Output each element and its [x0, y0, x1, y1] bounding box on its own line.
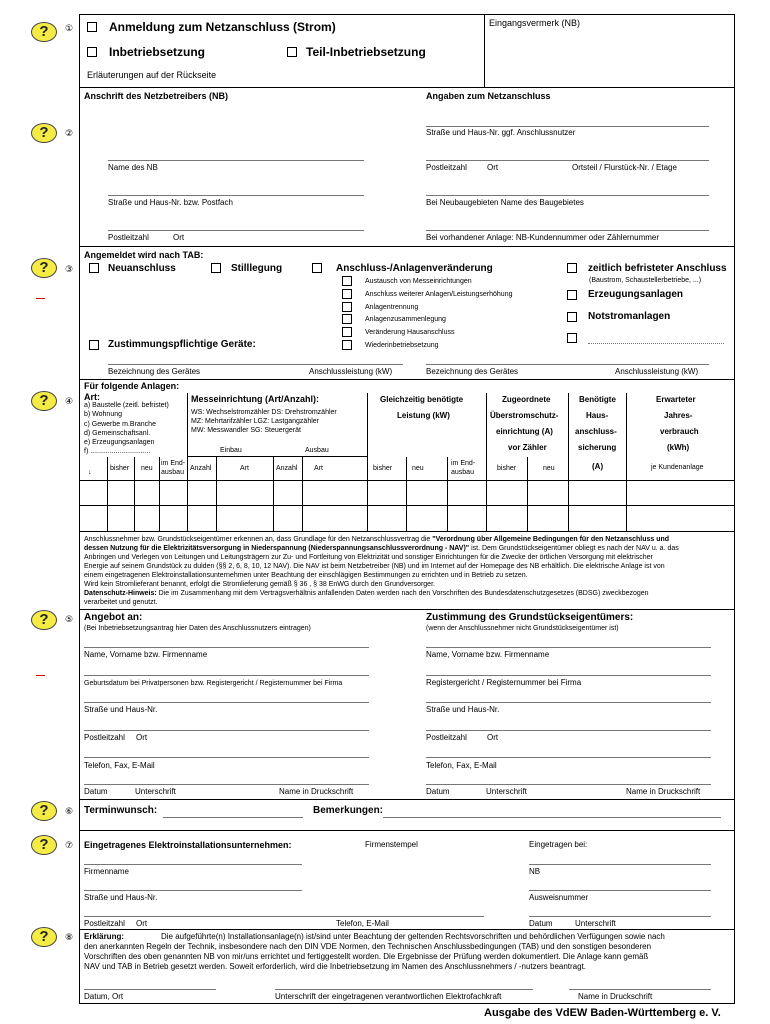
geraet-1-label: Bezeichnung des Gerätes — [108, 367, 201, 376]
sub-label-2: Anschluss weiterer Anlagen/Leistungserhöhung — [365, 291, 513, 298]
unterschrift-elektro-label: Unterschrift — [575, 919, 616, 928]
tel-right-label: Telefon, Fax, E-Mail — [426, 761, 497, 770]
sub-label-6: Wiederinbetriebsetzung — [365, 342, 439, 349]
netzbetreiber-title: Anschrift des Netzbetreibers (NB) — [84, 91, 229, 101]
veraenderung-checkbox[interactable] — [312, 263, 322, 273]
divider-7 — [79, 830, 735, 831]
teil-inbetriebsetzung-checkbox[interactable] — [287, 47, 297, 57]
line-strasse-left[interactable] — [84, 702, 369, 703]
line-ausweis[interactable] — [529, 890, 711, 891]
stilllegung-label: Stilllegung — [231, 263, 283, 274]
line-name-nb[interactable] — [108, 160, 364, 161]
zustimmung-eigentuemer-title: Zustimmung des Grundstückseigentümers: — [426, 612, 634, 623]
anlagen-title: Für folgende Anlagen: — [84, 381, 180, 391]
art-option-b: b) Wohnung — [84, 411, 123, 418]
unterschrift-left-label: Unterschrift — [135, 787, 176, 796]
arrow-down-icon: ↓ — [88, 469, 92, 476]
line-strasse-nutzer[interactable] — [426, 126, 709, 127]
help-icon-5[interactable]: ? — [31, 610, 57, 630]
ueberstrom-label-2: Überstromschutz- — [490, 411, 559, 420]
datum-ort-label: Datum, Ort — [84, 992, 124, 1001]
elektro-title: Eingetragenes Elektroinstallationsunternehmen: — [84, 840, 292, 850]
line-tel-left[interactable] — [84, 757, 369, 758]
tel-left-label: Telefon, Fax, E-Mail — [84, 761, 155, 770]
col-imend-1: im End- — [161, 460, 186, 467]
strasse-right-label: Straße und Haus-Nr. — [426, 705, 500, 714]
nb-label: NB — [529, 867, 541, 876]
help-icon-8[interactable]: ? — [31, 927, 57, 947]
jahresverbrauch-label-4: (kWh) — [667, 443, 690, 452]
line-baugebiet[interactable] — [426, 195, 709, 196]
divider-2 — [79, 246, 735, 247]
col-line — [406, 457, 407, 531]
sub-label-5: Veränderung Hausanschluss — [365, 329, 455, 336]
plz-nb-label: Postleitzahl — [108, 233, 149, 242]
neuanschluss-label: Neuanschluss — [108, 263, 176, 274]
strasse-elektro-label: Straße und Haus-Nr. — [84, 893, 158, 902]
col-ausbau-2: ausbau — [451, 469, 474, 476]
druck-right-label: Name in Druckschrift — [626, 787, 701, 796]
jahresverbrauch-label-2: Jahres- — [664, 411, 693, 420]
col-neu-2: neu — [412, 465, 424, 472]
col-line — [486, 393, 487, 531]
section-number-4: ④ — [65, 396, 74, 406]
col-anzahl-1: Anzahl — [190, 465, 212, 472]
leistung-1-label: Anschlussleistung (kW) — [309, 367, 393, 376]
ausgabe-footer: Ausgabe des VdEW Baden-Württemberg e. V. — [484, 1007, 721, 1019]
help-icon-1[interactable]: ? — [31, 22, 57, 42]
col-line — [159, 457, 160, 531]
line-datum-elektro[interactable] — [529, 916, 711, 917]
legal-line-1: Anschlussnehmer bzw. Grundstückseigentümer erkennen an, dass Grundlage für den Netzanschlussvertrag die "Verordnung über Allgemeine Bedingungen für den Netzanschluss und — [84, 536, 670, 543]
help-icon-4[interactable]: ? — [31, 391, 57, 411]
help-icon-6[interactable]: ? — [31, 801, 57, 821]
unterschrift-right-label: Unterschrift — [486, 787, 527, 796]
section-number-2: ② — [65, 128, 74, 138]
line-plz-elektro[interactable] — [84, 916, 484, 917]
leistung-2-label: Anschlussleistung (kW) — [615, 367, 699, 376]
sicherung-label-4: sicherung — [578, 443, 617, 452]
ort-label: Ort — [487, 163, 499, 172]
inbetriebsetzung-checkbox[interactable] — [87, 47, 97, 57]
erklaerung-line-4: NAV und TAB in Betrieb gesetzt werden. Soweit erforderlich, wird die Inbetriebsetzung im Namen des Anschlussnehmers / -nutzers beantragt. — [84, 962, 587, 971]
col-line — [527, 457, 528, 531]
erzeugungsanlagen-checkbox[interactable] — [567, 290, 577, 300]
notstrom-checkbox[interactable] — [567, 312, 577, 322]
eingetragen-bei-label: Eingetragen bei: — [529, 840, 588, 849]
legal-line-6: Wird kein Stromlieferant benannt, erfolgt die Stromlieferung gemäß § 36 , § 38 EnWG durch den Grundversorger. — [84, 581, 435, 588]
row-line — [79, 480, 735, 481]
line-kundennummer[interactable] — [426, 230, 709, 231]
erlaeuterungen-note: Erläuterungen auf der Rückseite — [87, 70, 217, 80]
line-plz-ort[interactable] — [426, 160, 709, 161]
erklaerung-line-3: Vorschriften des oben genannten NB von mir/uns errichtet und fertiggestellt worden. Die Ergebnisse der Prüfung werden dokumentiert. Die Anlage kann gemäß — [84, 952, 649, 961]
register-right-label: Registergericht / Registernummer bei Firma — [426, 678, 582, 687]
plz-label: Postleitzahl — [426, 163, 467, 172]
help-icon-3[interactable]: ? — [31, 258, 57, 278]
legal-line-8: verarbeitet und genutzt. — [84, 599, 158, 606]
einbau-label: Einbau — [220, 447, 242, 454]
ort-right-label: Ort — [487, 733, 499, 742]
veraenderung-label: Anschluss-/Anlagenveränderung — [336, 263, 493, 274]
druck-left-label: Name in Druckschrift — [279, 787, 354, 796]
notstrom-label: Notstromanlagen — [588, 311, 671, 322]
col-line — [367, 393, 368, 531]
angebot-title: Angebot an: — [84, 612, 143, 623]
firmenstempel-label: Firmenstempel — [365, 840, 418, 849]
line-plz-right[interactable] — [426, 730, 711, 731]
plz-elektro-label: Postleitzahl — [84, 919, 125, 928]
sub-checkbox-2[interactable] — [342, 289, 352, 299]
sub-checkbox-1[interactable] — [342, 276, 352, 286]
line-name-left[interactable] — [84, 647, 369, 648]
row-line — [79, 505, 735, 506]
sicherung-label-2: Haus- — [586, 411, 609, 420]
col-bisher-2: bisher — [373, 465, 393, 472]
kundennummer-label: Bei vorhandener Anlage: NB-Kundennummer oder Zählernummer — [426, 233, 660, 242]
row-line — [187, 456, 368, 457]
header-divider — [484, 14, 485, 87]
befristet-label: zeitlich befristeter Anschluss — [588, 263, 727, 274]
befristet-checkbox[interactable] — [567, 263, 577, 273]
fold-mark-2 — [36, 675, 45, 676]
legal-line-7: Datenschutz-Hinweis: Die im Zusammenhang mit dem Vertragsverhältnis anfallenden Daten werden nach den Vorschriften des Bundesdatenschutzgesetzes (BDSG) zweckbezogen — [84, 590, 649, 597]
col-art-2: Art — [314, 465, 323, 472]
line-nb[interactable] — [529, 864, 711, 865]
divider-4 — [79, 531, 735, 532]
art-title: Art: — [84, 392, 100, 402]
col-line — [273, 457, 274, 531]
line-datum-ort[interactable] — [84, 989, 216, 990]
datum-left-label: Datum — [84, 787, 108, 796]
line-name-right[interactable] — [426, 647, 711, 648]
line-sign-left[interactable] — [84, 784, 369, 785]
fold-mark-1 — [36, 298, 45, 299]
datum-right-label: Datum — [426, 787, 450, 796]
col-bisher-1: bisher — [110, 465, 130, 472]
legal-line-5: einem eingetragenen Elektroinstallationsunternehmen unter Beachtung der einschlägigen Bestimmungen zu errichten und in Betrieb zu setzen. — [84, 572, 528, 579]
tel-elektro-label: Telefon, E-Mail — [336, 919, 389, 928]
art-option-c: c) Gewerbe m.Branche — [84, 421, 156, 428]
sub-checkbox-6[interactable] — [342, 340, 352, 350]
section-number-5: ⑤ — [65, 614, 74, 624]
sonstige-line[interactable] — [588, 343, 724, 344]
art-option-a: a) Baustelle (zeitl. befristet) — [84, 402, 169, 409]
help-icon-2[interactable]: ? — [31, 123, 57, 143]
ort-elektro-label: Ort — [136, 919, 148, 928]
line-sign-right[interactable] — [426, 784, 711, 785]
col-anzahl-2: Anzahl — [276, 465, 298, 472]
line-strasse-postfach[interactable] — [108, 195, 364, 196]
mess-legend-3: MW: Messwandler SG: Steuergerät — [191, 427, 301, 434]
col-line — [447, 457, 448, 531]
art-option-d: d) Gemeinschaftsanl. — [84, 430, 151, 437]
name-left-label: Name, Vorname bzw. Firmenname — [84, 650, 208, 659]
firmenname-label: Firmenname — [84, 867, 129, 876]
terminwunsch-label: Terminwunsch: — [84, 805, 158, 816]
ortsteil-label: Ortsteil / Flurstück-Nr. / Etage — [572, 163, 677, 172]
sub-checkbox-4[interactable] — [342, 314, 352, 324]
legal-line-2: dessen Nutzung für die Elektrizitätsversorgung in Niederspannung (Niederspannungsanschlussverordnung - NAV)" ist. Dem Grundstückseigentümer obliegt es nach der NAV u. a. das — [84, 545, 679, 552]
line-firmenname[interactable] — [84, 864, 302, 865]
neuanschluss-checkbox[interactable] — [89, 263, 99, 273]
art-option-e: e) Erzeugungsanlagen — [84, 439, 155, 446]
sub-label-4: Anlagenzusammenlegung — [365, 316, 446, 323]
col-bisher-3: bisher — [497, 465, 517, 472]
divider-5 — [79, 609, 735, 610]
section-number-8: ⑧ — [65, 932, 74, 942]
angebot-sub: (Bei Inbetriebsetzungsantrag hier Daten des Anschlussnutzers eintragen) — [84, 625, 311, 632]
eingangsvermerk-label: Eingangsvermerk (NB) — [489, 18, 581, 28]
col-ausbau-1: ausbau — [161, 469, 184, 476]
col-line — [107, 457, 108, 531]
plz-left-label: Postleitzahl — [84, 733, 125, 742]
mess-legend-1: WS: Wechselstromzähler DS: Drehstromzähler — [191, 409, 337, 416]
line-register-right[interactable] — [426, 675, 711, 676]
bemerkungen-field[interactable] — [383, 817, 721, 818]
erzeugungsanlagen-label: Erzeugungsanlagen — [588, 289, 684, 300]
strasse-nutzer-label: Straße und Haus-Nr. ggf. Anschlussnutzer — [426, 128, 576, 137]
zustimmung-checkbox[interactable] — [89, 340, 99, 350]
line-strasse-elektro[interactable] — [84, 890, 302, 891]
ort-left-label: Ort — [136, 733, 148, 742]
divider-6 — [79, 799, 735, 800]
erklaerung-title: Erklärung: — [84, 932, 125, 941]
gleichzeitig-label: Gleichzeitig benötigte — [380, 395, 464, 404]
section-number-3: ③ — [65, 264, 74, 274]
netzanschluss-title: Angaben zum Netzanschluss — [426, 91, 551, 101]
ausweis-label: Ausweisnummer — [529, 893, 589, 902]
line-druck-fachkraft[interactable] — [569, 989, 711, 990]
divider-1 — [79, 87, 735, 88]
sub-label-1: Austausch von Messeinrichtungen — [365, 278, 472, 285]
line-geraet-1[interactable] — [108, 364, 403, 365]
sub-label-3: Anlagentrennung — [365, 304, 419, 311]
messeinrichtung-title: Messeinrichtung (Art/Anzahl): — [191, 394, 320, 404]
col-line — [302, 457, 303, 531]
bemerkungen-label: Bemerkungen: — [313, 805, 384, 816]
line-geraet-2[interactable] — [426, 364, 709, 365]
sub-checkbox-3[interactable] — [342, 302, 352, 312]
col-imend-2: im End- — [451, 460, 476, 467]
terminwunsch-field[interactable] — [163, 817, 303, 818]
leistung-kw-label: Leistung (kW) — [397, 411, 450, 420]
section-number-7: ⑦ — [65, 840, 74, 850]
sub-checkbox-5[interactable] — [342, 327, 352, 337]
form-title: Anmeldung zum Netzanschluss (Strom) — [109, 20, 336, 34]
ueberstrom-label-4: vor Zähler — [508, 443, 547, 452]
divider-8 — [79, 929, 735, 930]
help-icon-7[interactable]: ? — [31, 835, 57, 855]
legal-line-3: Anbringen und Verlegen von Leitungen und Leitungsträgern zur Zu- und Fortleitung von Elektrizität und sonstiger Einrichtungen für die Zwecke der örtlichen Versorgung mit elektrischer — [84, 554, 653, 561]
col-neu-1: neu — [141, 465, 153, 472]
legal-line-4: Energie auf seinem Grundstück zu dulden (§§ 2, 6, 8, 10, 12 NAV). Die NAV ist beim Netzbetreiber (NB) und im Internet auf der Homepage des NB erhältlich. Die elektrische Anlage ist von — [84, 563, 665, 570]
geburt-label: Geburtsdatum bei Privatpersonen bzw. Registergericht / Registernummer bei Firma — [84, 680, 343, 687]
sicherung-label-1: Benötigte — [579, 395, 616, 404]
name-nb-label: Name des NB — [108, 163, 158, 172]
sicherung-label-5: (A) — [592, 462, 604, 471]
jahresverbrauch-label-1: Erwarteter — [656, 395, 696, 404]
line-unterschrift-fachkraft[interactable] — [275, 989, 533, 990]
ueberstrom-label-3: einrichtung (A) — [496, 427, 553, 436]
tab-title: Angemeldet wird nach TAB: — [84, 250, 204, 260]
erklaerung-line-2: den anerkannten Regeln der Technik, insbesondere nach den DIN VDE Normen, den Technischen Anschlussbedingungen (TAB) und den sonstigen besonderen — [84, 942, 652, 951]
section-number-6: ⑥ — [65, 806, 74, 816]
unterschrift-fachkraft-label: Unterschrift der eingetragenen verantwortlichen Elektrofachkraft — [275, 992, 502, 1001]
je-kundenanlage-label: je Kundenanlage — [651, 464, 704, 471]
sonstige-checkbox[interactable] — [567, 333, 577, 343]
line-strasse-right[interactable] — [426, 702, 711, 703]
strasse-left-label: Straße und Haus-Nr. — [84, 705, 158, 714]
line-plz-nb[interactable] — [108, 230, 364, 231]
jahresverbrauch-label-3: verbrauch — [660, 427, 699, 436]
col-art-1: Art — [240, 465, 249, 472]
col-line — [187, 393, 188, 531]
ueberstrom-label-1: Zugeordnete — [502, 395, 551, 404]
line-tel-right[interactable] — [426, 757, 711, 758]
neubau-label: Bei Neubaugebieten Name des Baugebietes — [426, 198, 584, 207]
name-right-label: Name, Vorname bzw. Firmenname — [426, 650, 550, 659]
datum-elektro-label: Datum — [529, 919, 553, 928]
mess-legend-2: MZ: Mehrtarifzähler LGZ: Lastgangzähler — [191, 418, 319, 425]
anmeldung-checkbox[interactable] — [87, 22, 97, 32]
art-option-f: f) ............................... — [84, 448, 151, 455]
geraet-2-label: Bezeichnung des Gerätes — [426, 367, 519, 376]
col-neu-3: neu — [543, 465, 555, 472]
teil-inbetriebsetzung-label: Teil-Inbetriebsetzung — [306, 45, 426, 59]
zustimmung-eigentuemer-sub: (wenn der Anschlussnehmer nicht Grundstückseigentümer ist) — [426, 625, 619, 632]
divider-3 — [79, 379, 735, 380]
plz-right-label: Postleitzahl — [426, 733, 467, 742]
ausbau-label: Ausbau — [305, 447, 329, 454]
baustrom-note: (Baustrom, Schaustellerbetriebe, ...) — [589, 277, 702, 284]
ort-nb-label: Ort — [173, 233, 185, 242]
stilllegung-checkbox[interactable] — [211, 263, 221, 273]
section-number-1: ① — [65, 23, 74, 33]
line-plz-left[interactable] — [84, 730, 369, 731]
sicherung-label-3: anschluss- — [575, 427, 617, 436]
strasse-postfach-label: Straße und Haus-Nr. bzw. Postfach — [108, 198, 233, 207]
col-line — [626, 393, 627, 531]
zustimmung-label: Zustimmungspflichtige Geräte: — [108, 339, 256, 350]
inbetriebsetzung-label: Inbetriebsetzung — [109, 45, 206, 59]
col-line — [134, 457, 135, 531]
col-line — [568, 393, 569, 531]
col-line — [216, 457, 217, 531]
erklaerung-line-1: Die aufgeführte(n) Installationsanlage(n) ist/sind unter Beachtung der geltenden Rechtsvorschriften und behördlichen Verfügungen sowie nach — [161, 932, 665, 941]
druck-fachkraft-label: Name in Druckschrift — [578, 992, 653, 1001]
line-geburt[interactable] — [84, 675, 369, 676]
